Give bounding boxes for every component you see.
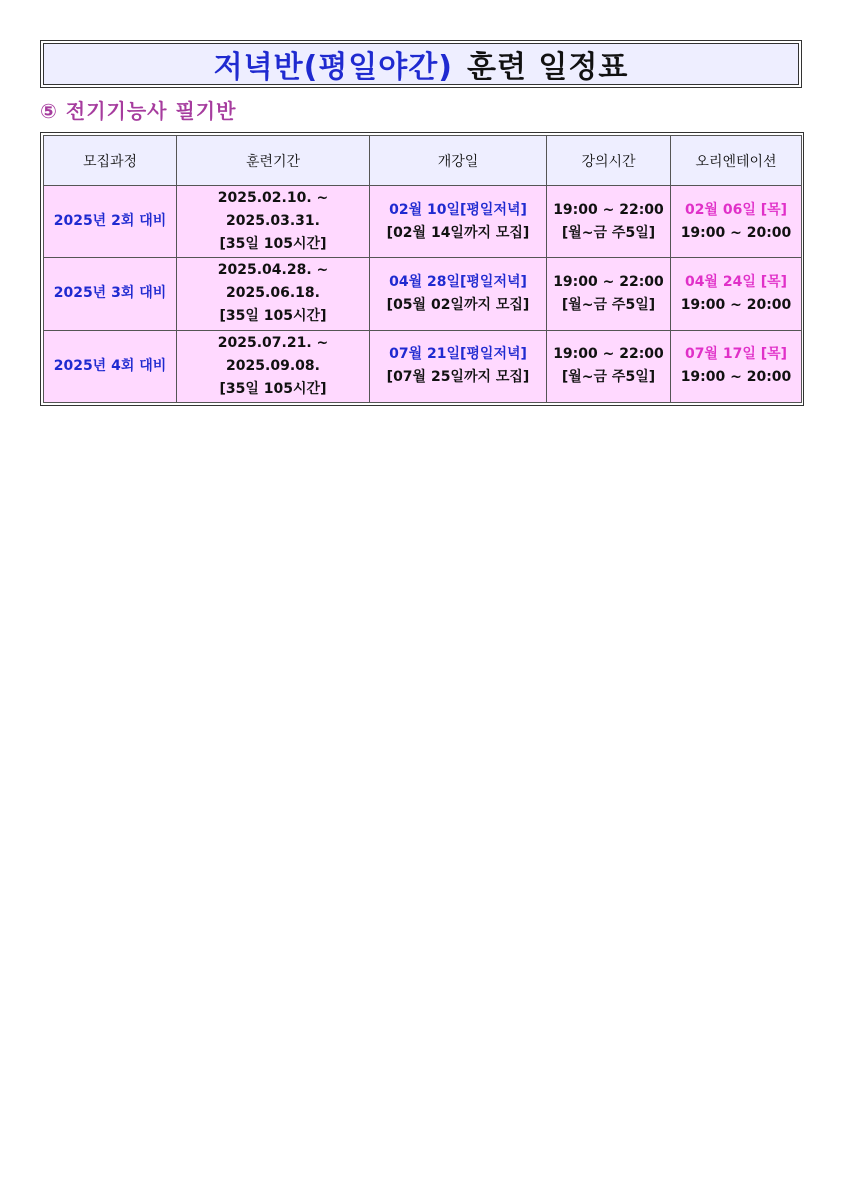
recruit-deadline: [07월 25일까지 모집] xyxy=(386,369,530,386)
header-row xyxy=(44,136,802,186)
time-cell xyxy=(547,330,671,402)
orientation-cell xyxy=(671,186,802,258)
period-hours: [35일 105시간] xyxy=(219,380,327,397)
start-date: 04월 28일[평일저녁] xyxy=(389,273,527,290)
orientation-date: 07월 17일 [목] xyxy=(684,346,788,363)
lecture-days: [월~금 주5일] xyxy=(561,369,656,386)
lecture-hours: 19:00 ~ 22:00 xyxy=(553,201,664,218)
period-cell xyxy=(177,258,370,330)
title-blue-part: 저녁반(평일야간) xyxy=(213,50,453,85)
recruit-deadline: [05월 02일까지 모집] xyxy=(386,296,530,313)
orientation-cell xyxy=(671,258,802,330)
time-cell xyxy=(547,258,671,330)
lecture-days: [월~금 주5일] xyxy=(561,296,656,313)
period-hours: [35일 105시간] xyxy=(219,308,327,325)
course-cell: 2025년 4회 대비 xyxy=(44,330,177,402)
header-orientation: 오리엔테이션 xyxy=(671,136,802,186)
start-cell xyxy=(370,186,547,258)
orientation-cell xyxy=(671,330,802,402)
title-black-part: 훈련 일정표 xyxy=(466,50,629,85)
orientation-time: 19:00 ~ 20:00 xyxy=(680,369,792,386)
orientation-date: 02월 06일 [목] xyxy=(684,201,788,218)
schedule-table xyxy=(43,135,802,403)
title-box xyxy=(40,40,802,88)
lecture-days: [월~금 주5일] xyxy=(561,224,656,241)
course-cell: 2025년 3회 대비 xyxy=(44,258,177,330)
header-course: 모집과정 xyxy=(44,136,177,186)
table-row xyxy=(44,330,802,402)
table-row xyxy=(44,258,802,330)
lecture-hours: 19:00 ~ 22:00 xyxy=(553,346,664,363)
orientation-date: 04월 24일 [목] xyxy=(684,273,788,290)
start-date: 02월 10일[평일저녁] xyxy=(389,201,527,218)
orientation-time: 19:00 ~ 20:00 xyxy=(680,224,792,241)
period-dates: 2025.02.10. ~ 2025.03.31. xyxy=(217,190,329,230)
header-start-date: 개강일 xyxy=(370,136,547,186)
lecture-hours: 19:00 ~ 22:00 xyxy=(553,273,664,290)
start-cell xyxy=(370,258,547,330)
orientation-time: 19:00 ~ 20:00 xyxy=(680,296,792,313)
recruit-deadline: [02월 14일까지 모집] xyxy=(386,224,530,241)
period-cell xyxy=(177,186,370,258)
schedule-table-box xyxy=(40,132,804,406)
start-cell xyxy=(370,330,547,402)
period-hours: [35일 105시간] xyxy=(219,236,327,253)
period-dates: 2025.07.21. ~ 2025.09.08. xyxy=(217,334,329,374)
start-date: 07월 21일[평일저녁] xyxy=(389,346,527,363)
course-subtitle: ⑤ 전기기능사 필기반 xyxy=(40,99,237,123)
header-period: 훈련기간 xyxy=(177,136,370,186)
time-cell xyxy=(547,186,671,258)
header-lecture-time: 강의시간 xyxy=(547,136,671,186)
title-inner xyxy=(43,43,799,85)
table-row xyxy=(44,186,802,258)
course-cell: 2025년 2회 대비 xyxy=(44,186,177,258)
period-dates: 2025.04.28. ~ 2025.06.18. xyxy=(217,262,329,302)
period-cell xyxy=(177,330,370,402)
